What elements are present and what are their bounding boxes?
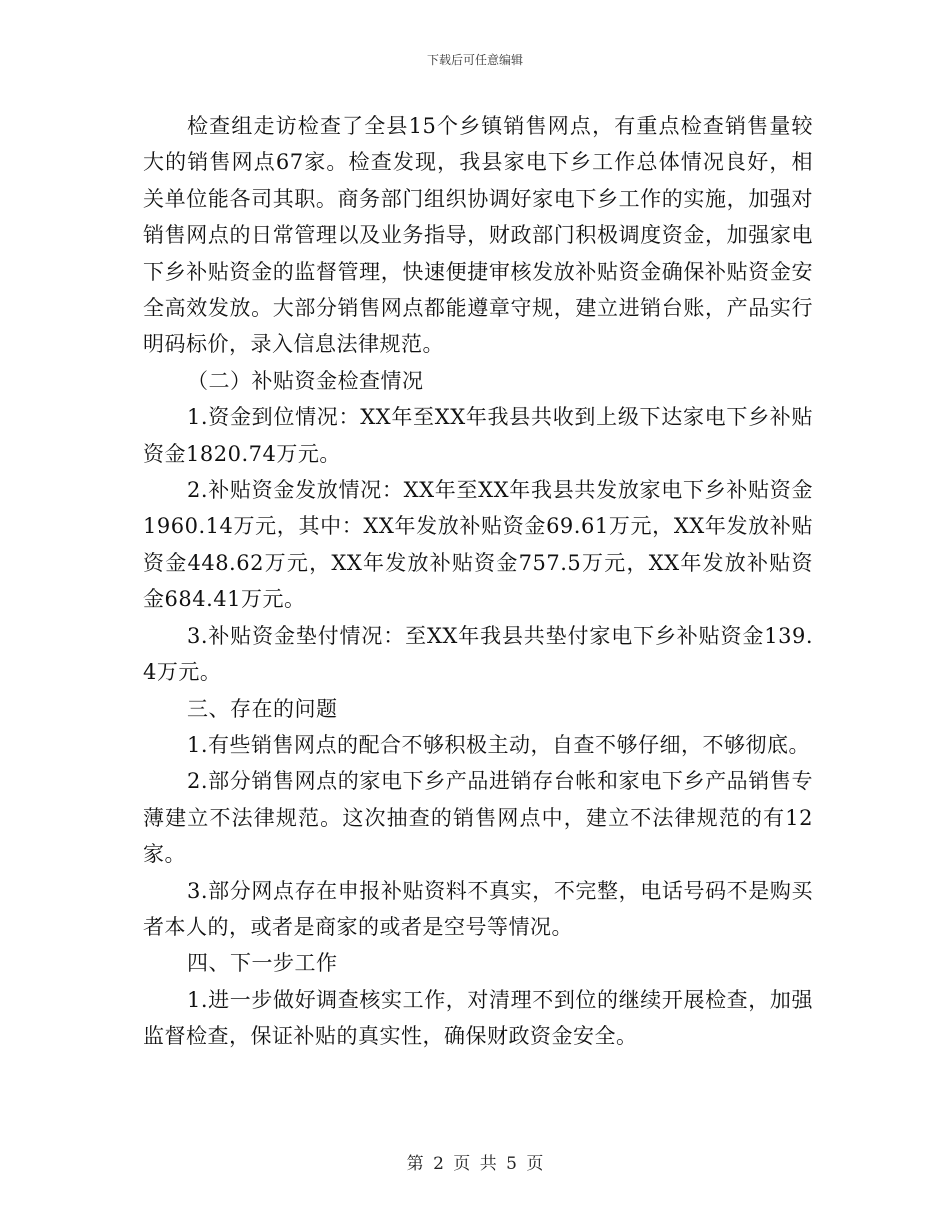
paragraph-problem-1: 1.有些销售网点的配合不够积极主动，自查不够仔细，不够彻底。 — [187, 732, 811, 757]
paragraph-inspection-overview: 检查组走访检查了全县15个乡镇销售网点，有重点检查销售量较大的销售网点67家。检查发现，我县家电下乡工作总体情况良好，相关单位能各司其职。商务部门组织协调好家电下乡工作的实施，加强对销售网点的日常管理以及业务指导，财政部门积极调度资金，加强家电下乡补贴资金的监督管理，快速便捷审核发放补贴资金确保补贴资金安全高效发放。大部分销售网点都能遵章守规，建立进销台账，产品实行明码标价，录入信息法律规范。 — [143, 114, 813, 357]
paragraph-problem-3: 3.部分网点存在申报补贴资料不真实，不完整，电话号码不是购买者本人的，或者是商家的或者是空号等情况。 — [143, 878, 813, 939]
paragraph-fund-arrival: 1.资金到位情况：XX年至XX年我县共收到上级下达家电下乡补贴资金1820.74万元。 — [143, 405, 813, 466]
page-header: 下载后可任意编辑 — [426, 53, 523, 67]
paragraph-fund-disbursement: 2.补贴资金发放情况：XX年至XX年我县共发放家电下乡补贴资金1960.14万元，其中：XX年发放补贴资金69.61万元，XX年发放补贴资金448.62万元，XX年发放补贴资金757.5万元，XX年发放补贴资金684.41万元。 — [143, 478, 813, 612]
page-number-footer: 第 2 页 共 5 页 — [406, 1154, 544, 1174]
paragraph-fund-advance: 3.补贴资金垫付情况：至XX年我县共垫付家电下乡补贴资金139.4万元。 — [143, 623, 813, 685]
heading-subsidy-fund-check: （二）补贴资金检查情况 — [187, 368, 424, 393]
paragraph-next-step-1: 1.进一步做好调查核实工作，对清理不到位的继续开展检查，加强监督检查，保证补贴的真实性，确保财政资金安全。 — [143, 987, 813, 1049]
heading-next-steps: 四、下一步工作 — [187, 951, 338, 976]
paragraph-problem-2: 2.部分销售网点的家电下乡产品进销存台帐和家电下乡产品销售专薄建立不法律规范。这次抽查的销售网点中，建立不法律规范的有12家。 — [143, 769, 813, 867]
document-body — [143, 108, 813, 1055]
heading-existing-problems: 三、存在的问题 — [187, 696, 338, 721]
